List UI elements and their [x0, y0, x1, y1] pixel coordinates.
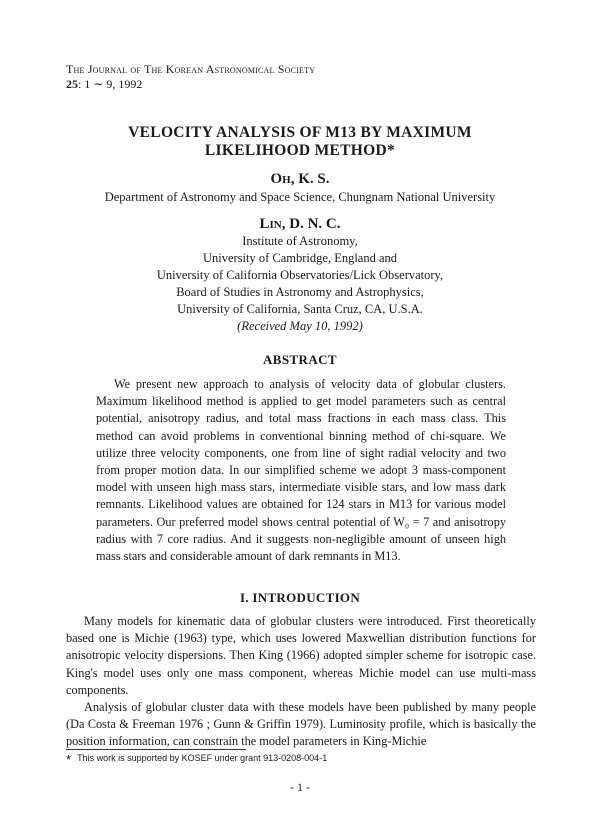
journal-volume: 25	[66, 77, 78, 91]
footnote-rule	[66, 749, 246, 750]
intro-paragraph: Analysis of globular cluster data with these models have been published by many people (Da Costa & Freeman 1976 ; Gunn & Griffin 1979). Luminosity profile, which is basically the position information, can constrain the model parameters in King-Michie	[66, 700, 536, 749]
author-1	[0, 171, 600, 188]
journal-volume-line	[66, 77, 315, 92]
intro-paragraph: Many models for kinematic data of globular clusters were introduced. First theoretically based one is Michie (1963) type, which uses lowered Maxwellian distribution functions for anisotropic velocity dispersions. Then King (1966) adopted simpler scheme for isotropic case. King's model uses only one mass component, whereas Michie model can use multi-mass components.	[66, 614, 536, 697]
author-2-surname: Lin	[259, 216, 282, 232]
journal-header	[66, 62, 315, 92]
footnote-text: This work is supported by KOSEF under grant 913-0208-004-1	[77, 753, 328, 763]
page-number: - 1 -	[290, 780, 310, 794]
journal-name: The Journal of The Korean Astronomical Society	[66, 62, 316, 76]
section-heading-introduction: I. INTRODUCTION	[239, 590, 361, 605]
footnote	[66, 752, 327, 767]
received-date: (Received May 10, 1992)	[237, 319, 363, 333]
journal-pages-year: : 1 ∼ 9, 1992	[78, 77, 143, 91]
affiliation-line: Board of Studies in Astronomy and Astrophysics,	[176, 285, 424, 299]
affiliation-line: Institute of Astronomy,	[242, 234, 358, 248]
author-1-initials: , K. S.	[290, 171, 330, 187]
paper-title	[60, 124, 540, 160]
footnote-marker: *	[66, 752, 72, 767]
abstract-heading: ABSTRACT	[263, 352, 337, 367]
introduction-body	[66, 613, 536, 751]
affiliation-line: University of California Observatories/Lick Observatory,	[156, 268, 444, 282]
author-1-affiliation: Department of Astronomy and Space Science, Chungnam National University	[104, 190, 496, 204]
title-line-1: VELOCITY ANALYSIS OF M13 BY MAXIMUM	[128, 124, 472, 141]
affiliation-line: University of Cambridge, England and	[202, 251, 398, 265]
author-2-affiliation	[0, 233, 600, 335]
abstract-body	[96, 376, 506, 565]
abstract-text: We present new approach to analysis of velocity data of globular clusters. Maximum likelihood method is applied to get model parameters such as central potential, anisotropy radius, and total mass fractions in each mass class. This method can avoid problems in conventional binning method of chi-square. We utilize three velocity components, one from line of sight radial velocity and two from proper motion data. In our simplified scheme we adopt 3 mass-component model with unseen high mass stars, intermediate visible stars, and low mass dark remnants. Likelihood values are obtained for 124 stars in M13 for various model parameters. Our preferred model shows central potential of W₀ = 7 and anisotropy radius with 7 core radius. And it suggests non-negligible amount of unseen high mass stars and considerable amount of dark remnants in M13.	[96, 377, 506, 564]
author-2-initials: , D. N. C.	[281, 216, 341, 232]
title-line-2: LIKELIHOOD METHOD*	[204, 142, 396, 159]
author-2	[0, 216, 600, 233]
affiliation-line: University of California, Santa Cruz, CA, U.S.A.	[177, 302, 423, 316]
author-1-surname: Oh	[270, 171, 291, 187]
